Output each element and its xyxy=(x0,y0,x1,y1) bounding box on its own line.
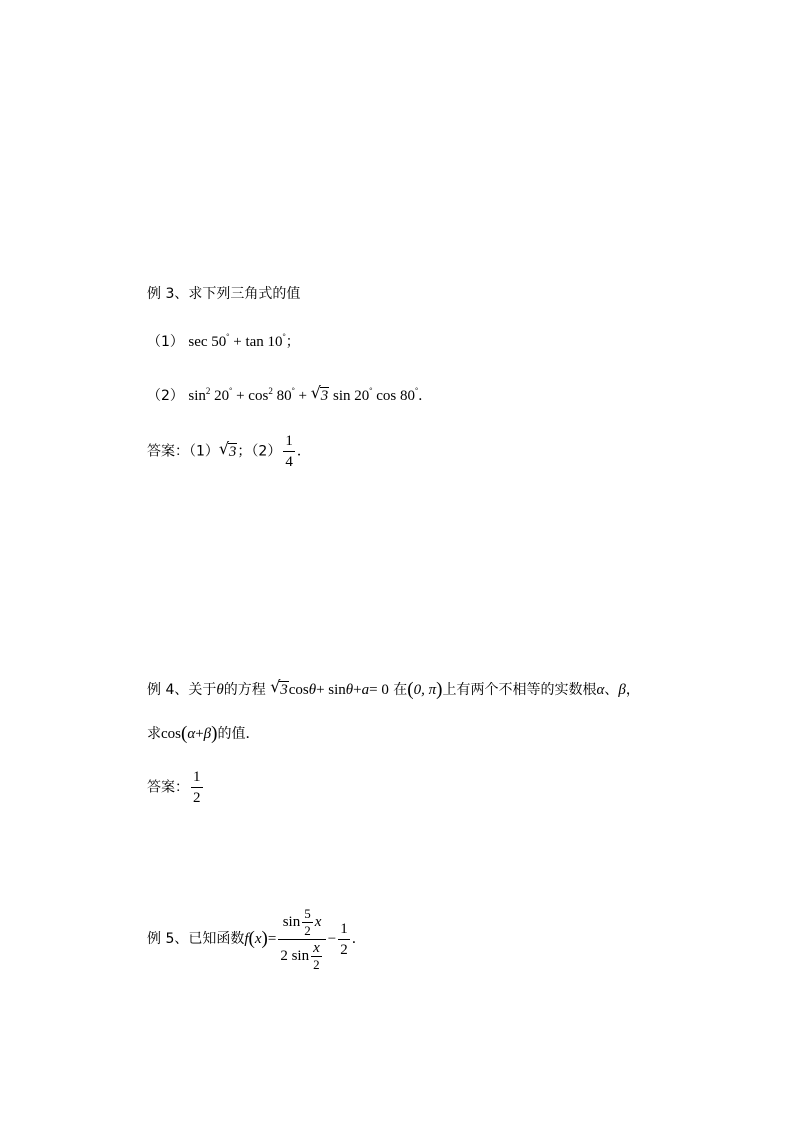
ex3-ans1-sqrt: √ 3 xyxy=(218,438,237,460)
ex5-frac-x-2: $\frac{x}{2}$ xyxy=(313,939,320,972)
ex3-title: 例 3、求下列三角式的值 xyxy=(147,286,301,302)
ex3-part2-label: （2） xyxy=(147,388,184,404)
ex5-main-frac: sin $\frac{5}{2}$ x 2 sin $\frac{x}{2}$ xyxy=(278,907,325,972)
ex4-line2: 求cos(α+β)的值． xyxy=(147,723,260,744)
ex5-frac-1-2: $\frac{1}{2}$ xyxy=(340,920,348,958)
ex3-part1-expr: sec 50° + tan 10° xyxy=(188,332,286,350)
ex3-part2-end: ． xyxy=(418,388,433,404)
ex5-frac-5-2: $\frac{5}{2}$ xyxy=(304,905,311,938)
ex3-answer-label: 答案： xyxy=(147,443,189,460)
ex3-part2-expr: $\sin^2 20^\circ + \cos^2 80^\circ$ + √ 3 sin 20° cos 80° xyxy=(188,383,419,404)
ex3-ans2-frac: $\frac{1}{4}$ xyxy=(285,433,293,470)
ex4-ans-frac: $\frac{1}{2}$ xyxy=(193,769,201,806)
ex3-part2 xyxy=(147,383,433,406)
ex4-answer-label: 答案： xyxy=(147,779,189,796)
ex3-part1 xyxy=(147,332,300,352)
ex3-ans1-label: （1） xyxy=(189,443,219,460)
ex3-ans-sep: ； xyxy=(237,443,252,460)
ex3-part1-label: （1） xyxy=(147,334,184,350)
ex5-line: 例 5、已知函数f(x)= sin $\frac{5}{2}$ x 2 sin $\frac{x}{2}$ − $\frac{1}{2}$ ． xyxy=(147,905,366,972)
ex3-answer xyxy=(147,432,311,471)
ex3-part1-end: ； xyxy=(285,334,300,350)
ex4-sqrt-3: √ 3 xyxy=(270,677,288,698)
ex3-ans2-label: （2） xyxy=(251,443,282,460)
sqrt-3: √ 3 xyxy=(310,383,329,404)
ex4-line1: 例 4、关于θ的方程 √ 3cosθ+ sinθ+a= 0 在(0, π)上有两个不相等的实数根α、β， xyxy=(147,677,640,700)
ex3-ans-end: ． xyxy=(296,443,311,460)
ex4-answer xyxy=(147,768,205,807)
